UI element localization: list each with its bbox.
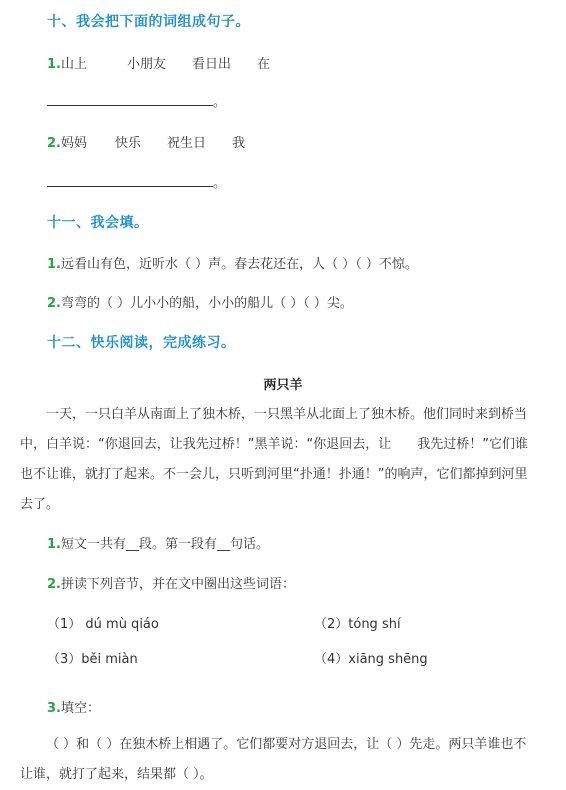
- answer-blank[interactable]: [47, 174, 213, 187]
- question-number: 2.: [47, 577, 61, 592]
- pinyin-item: （4）xiāng shēng: [314, 652, 428, 667]
- answer-line-2: [47, 172, 226, 191]
- question-text: 远看山有色，近听水（ ）声。春去花还在，人（ ）（ ）不惊。: [60, 257, 418, 272]
- question-number: 1.: [47, 57, 61, 72]
- section-11-heading: 十一、我会填。: [47, 215, 149, 231]
- section-12-question-2: [47, 573, 295, 592]
- word: 山上: [60, 57, 87, 72]
- question-text: 弯弯的（ ）儿小小的船，小小的船儿（ ）（ ）尖。: [60, 296, 353, 311]
- sentence-end: 。: [213, 95, 227, 110]
- question-text: 填空：: [60, 701, 100, 716]
- pinyin-item: （1） dú mù qiáo: [47, 617, 159, 632]
- section-10-question-2: [47, 132, 245, 151]
- section-12-question-1: [47, 533, 269, 552]
- section-11-question-2: [47, 292, 353, 311]
- word: 妈妈: [60, 136, 87, 151]
- section-10-heading: 十、我会把下面的词组成句子。: [47, 14, 250, 30]
- section-12-question-3: [47, 697, 100, 716]
- answer-line-1: [47, 91, 226, 110]
- section-10-question-1: [47, 53, 270, 72]
- question-text: 短文一共有__段。第一段有__句话。: [60, 537, 269, 552]
- word: 小朋友: [127, 57, 167, 72]
- question-text: 拼读下列音节，并在文中圈出这些词语：: [60, 577, 295, 592]
- word: 看日出: [192, 57, 232, 72]
- section-12-heading: 十二、快乐阅读，完成练习。: [47, 335, 236, 351]
- word: 快乐: [115, 136, 142, 151]
- fill-in-body: （ ）和（ ）在独木桥上相遇了。它们都要对方退回去，让（ ）先走。两只羊谁也不让谁，就打了起来，结果都（ ）。: [20, 737, 527, 782]
- word: 在: [257, 57, 271, 72]
- pinyin-item: （2）tóng shí: [314, 617, 401, 632]
- answer-blank[interactable]: [47, 93, 213, 106]
- question-number: 2.: [47, 136, 61, 151]
- section-11-question-1: [47, 253, 418, 272]
- question-number: 1.: [47, 537, 61, 552]
- question-number: 3.: [47, 701, 61, 716]
- passage-title: 两只羊: [263, 378, 303, 393]
- sentence-end: 。: [213, 176, 227, 191]
- question-number: 1.: [47, 257, 61, 272]
- word: 我: [232, 136, 246, 151]
- passage-body: 一天，一只白羊从南面上了独木桥，一只黑羊从北面上了独木桥。他们同时来到桥当中，白羊说：“你退回去，让我先过桥！”黑羊说：“你退回去，让 我先过桥！”它们谁也不让谁，就打了起来。不一会儿，只听到河里“扑通！扑通！”的响声，它们都掉到河里去了。: [20, 407, 528, 512]
- word: 祝生日: [167, 136, 207, 151]
- pinyin-item: （3）běi miàn: [47, 652, 138, 667]
- question-number: 2.: [47, 296, 61, 311]
